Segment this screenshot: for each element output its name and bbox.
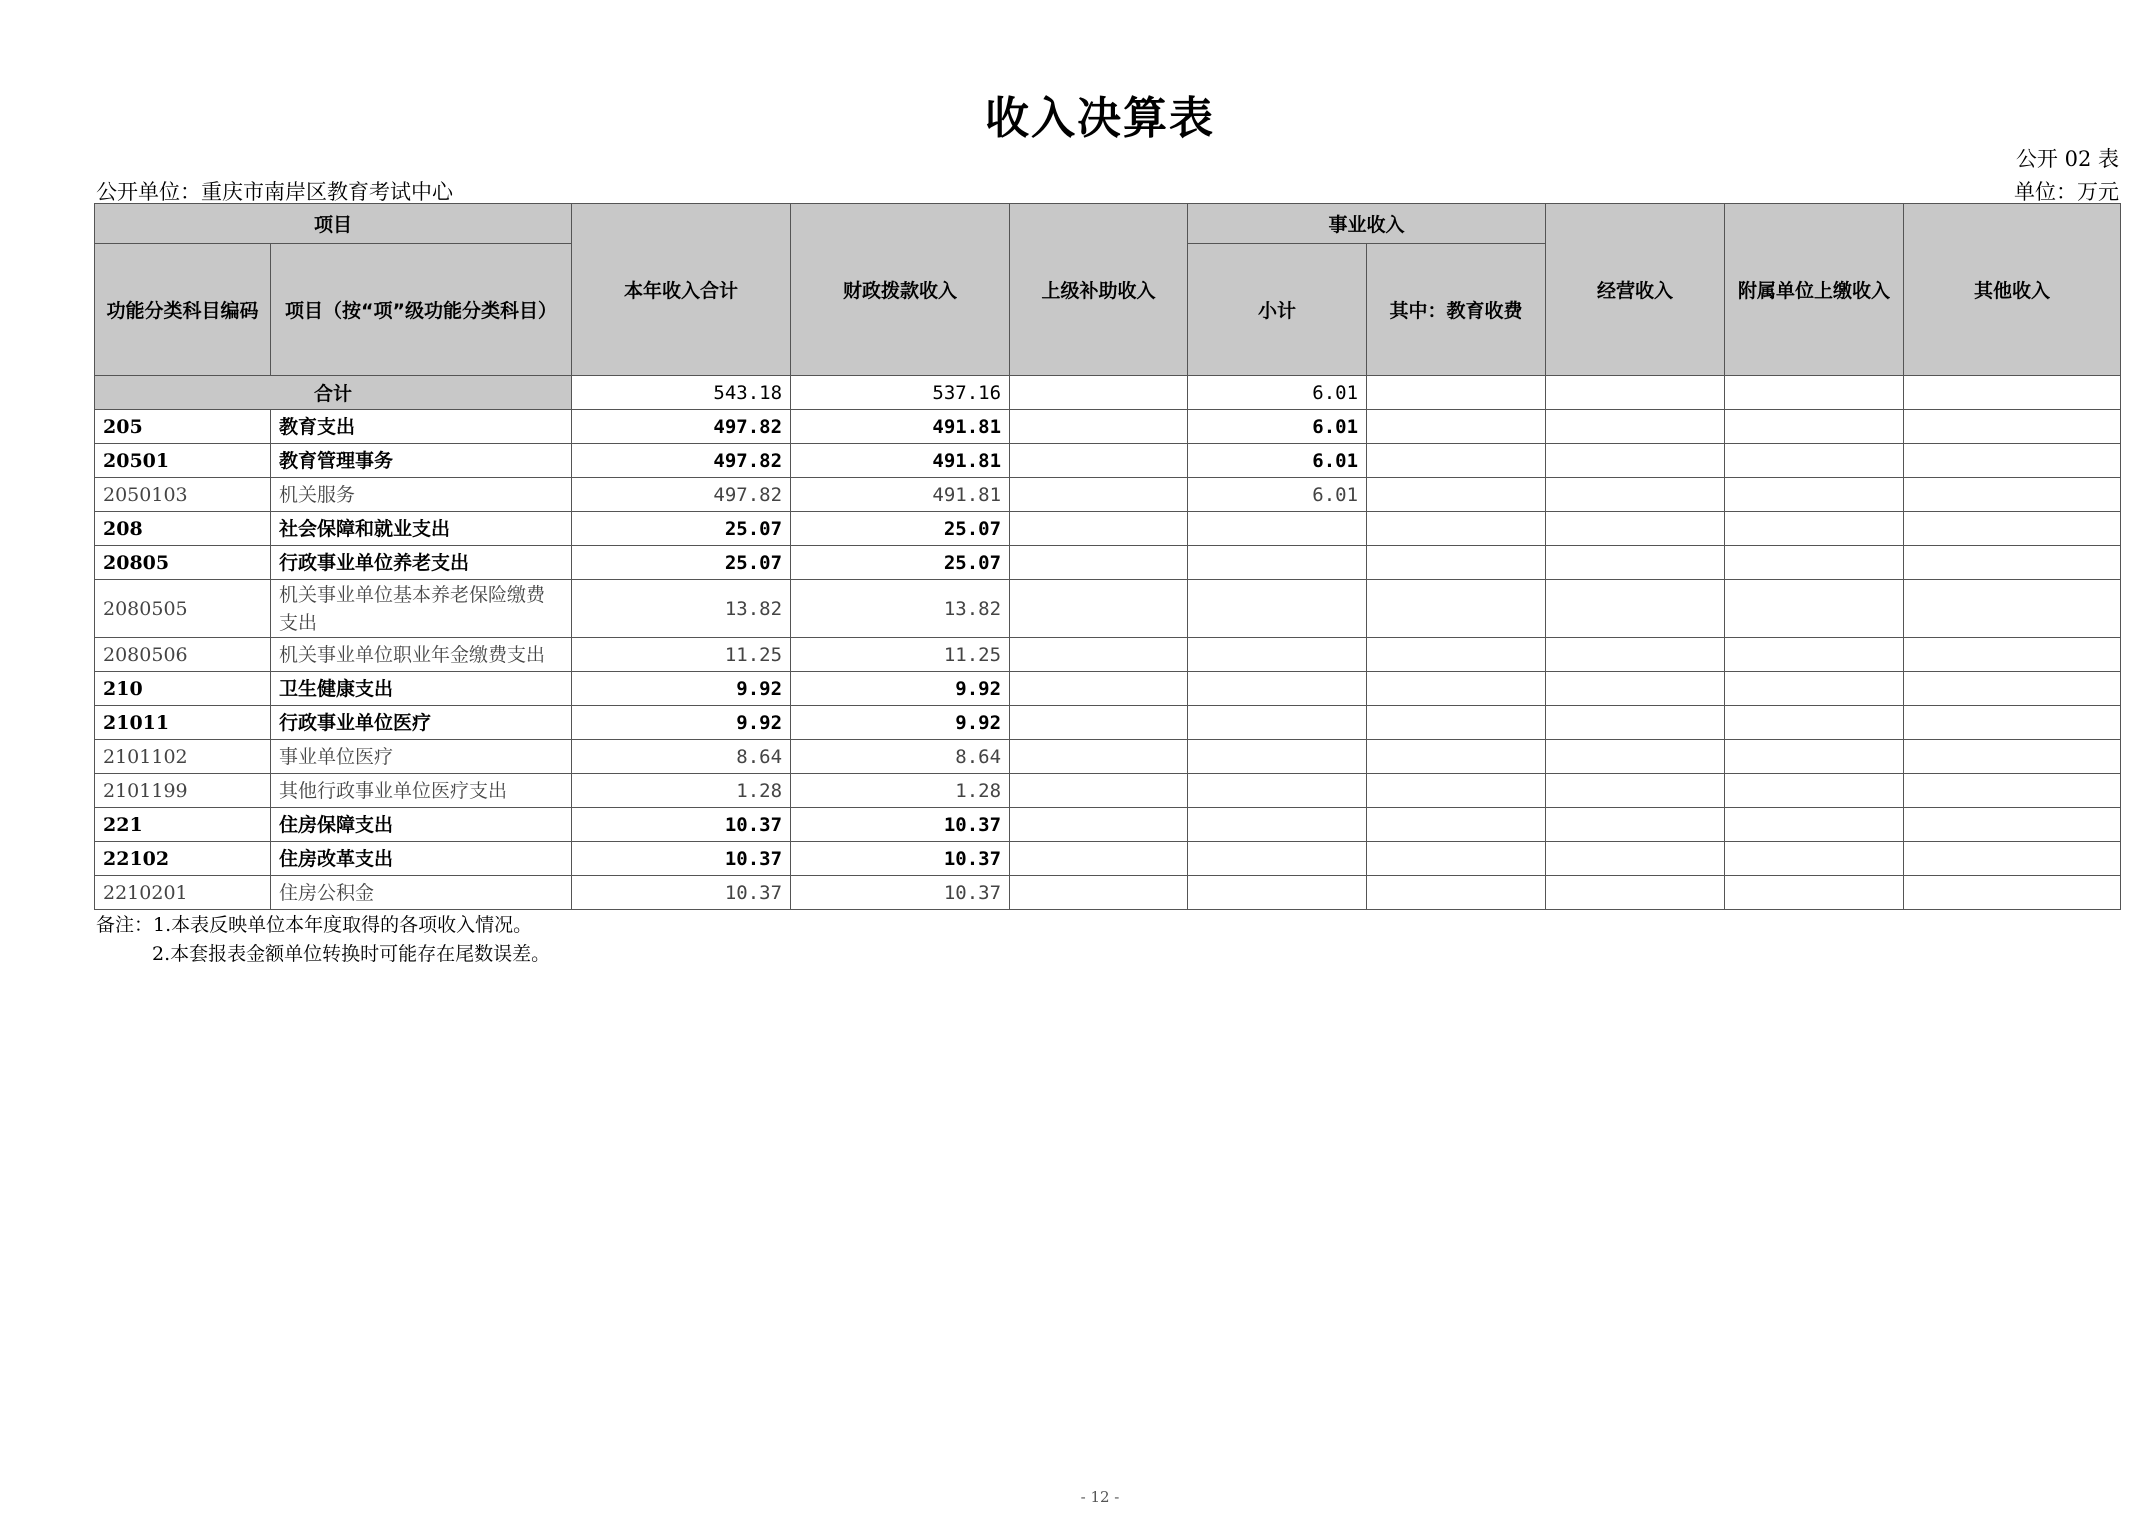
row-other-cell [1904, 478, 2121, 512]
row-other-cell [1904, 410, 2121, 444]
table-row [95, 512, 2121, 546]
row-other-cell [1904, 672, 2121, 706]
row-affiliated-cell [1725, 512, 1904, 546]
row-name: 机关事业单位职业年金缴费支出 [271, 638, 572, 672]
header-edu-fee: 其中：教育收费 [1367, 244, 1546, 376]
row-superior-subsidy-cell [1010, 410, 1188, 444]
row-name: 社会保障和就业支出 [271, 512, 572, 546]
row-affiliated-cell [1725, 672, 1904, 706]
table-row [95, 740, 2121, 774]
row-superior-subsidy-cell [1010, 842, 1188, 876]
row-superior-subsidy-cell [1010, 876, 1188, 910]
row-affiliated-cell [1725, 410, 1904, 444]
row-name: 教育支出 [271, 410, 572, 444]
table-row [95, 580, 2121, 638]
total-label: 合计 [95, 376, 572, 410]
row-fiscal-cell: 1.28 [791, 774, 1010, 808]
row-subtotal-cell [1188, 672, 1367, 706]
reporting-unit: 公开单位：重庆市南岸区教育考试中心 [96, 180, 453, 204]
row-subtotal-cell: 6.01 [1188, 410, 1367, 444]
row-operating-cell [1546, 672, 1725, 706]
row-subtotal-cell [1188, 546, 1367, 580]
row-total-income-cell: 10.37 [572, 876, 791, 910]
row-code: 22102 [95, 842, 271, 876]
row-edu-fee-cell [1367, 410, 1546, 444]
income-table [94, 203, 2121, 910]
header-operating: 经营收入 [1546, 204, 1725, 376]
row-total-income-cell: 497.82 [572, 410, 791, 444]
table-row [95, 546, 2121, 580]
row-operating-cell [1546, 580, 1725, 638]
table-row [95, 876, 2121, 910]
row-superior-subsidy-cell [1010, 706, 1188, 740]
currency-unit: 单位：万元 [2014, 180, 2119, 204]
row-other-cell [1904, 876, 2121, 910]
row-fiscal-cell: 13.82 [791, 580, 1010, 638]
table-row [95, 410, 2121, 444]
total-operating-cell [1546, 376, 1725, 410]
row-operating-cell [1546, 842, 1725, 876]
row-edu-fee-cell [1367, 478, 1546, 512]
page-title: 收入决算表 [985, 93, 1215, 144]
row-operating-cell [1546, 546, 1725, 580]
header-affiliated: 附属单位上缴收入 [1725, 204, 1904, 376]
row-fiscal-cell: 25.07 [791, 546, 1010, 580]
row-code: 21011 [95, 706, 271, 740]
table-row [95, 808, 2121, 842]
row-fiscal-cell: 10.37 [791, 842, 1010, 876]
row-operating-cell [1546, 740, 1725, 774]
row-total-income-cell: 13.82 [572, 580, 791, 638]
row-fiscal-cell: 491.81 [791, 410, 1010, 444]
row-edu-fee-cell [1367, 706, 1546, 740]
row-subtotal-cell [1188, 808, 1367, 842]
row-edu-fee-cell [1367, 774, 1546, 808]
row-fiscal-cell: 9.92 [791, 672, 1010, 706]
row-subtotal-cell [1188, 638, 1367, 672]
row-code: 210 [95, 672, 271, 706]
row-fiscal-cell: 491.81 [791, 478, 1010, 512]
row-other-cell [1904, 546, 2121, 580]
table-row [95, 672, 2121, 706]
row-operating-cell [1546, 478, 1725, 512]
total-fiscal-cell: 537.16 [791, 376, 1010, 410]
total-row [95, 376, 2121, 410]
row-code: 2050103 [95, 478, 271, 512]
header-superior-subsidy: 上级补助收入 [1010, 204, 1188, 376]
row-name: 教育管理事务 [271, 444, 572, 478]
row-operating-cell [1546, 706, 1725, 740]
row-affiliated-cell [1725, 808, 1904, 842]
row-superior-subsidy-cell [1010, 638, 1188, 672]
header-business-income: 事业收入 [1188, 204, 1546, 244]
row-edu-fee-cell [1367, 580, 1546, 638]
row-name: 住房保障支出 [271, 808, 572, 842]
row-total-income-cell: 10.37 [572, 808, 791, 842]
row-other-cell [1904, 580, 2121, 638]
row-operating-cell [1546, 638, 1725, 672]
row-fiscal-cell: 25.07 [791, 512, 1010, 546]
row-subtotal-cell: 6.01 [1188, 444, 1367, 478]
row-fiscal-cell: 9.92 [791, 706, 1010, 740]
row-superior-subsidy-cell [1010, 774, 1188, 808]
row-other-cell [1904, 774, 2121, 808]
row-other-cell [1904, 740, 2121, 774]
row-code: 205 [95, 410, 271, 444]
row-fiscal-cell: 11.25 [791, 638, 1010, 672]
row-edu-fee-cell [1367, 444, 1546, 478]
table-row [95, 444, 2121, 478]
row-edu-fee-cell [1367, 546, 1546, 580]
row-other-cell [1904, 808, 2121, 842]
row-affiliated-cell [1725, 580, 1904, 638]
row-affiliated-cell [1725, 706, 1904, 740]
row-other-cell [1904, 638, 2121, 672]
notes [96, 911, 550, 969]
row-code: 2101199 [95, 774, 271, 808]
table-row [95, 842, 2121, 876]
row-name: 机关事业单位基本养老保险缴费支出 [271, 580, 572, 638]
row-code: 2080506 [95, 638, 271, 672]
row-affiliated-cell [1725, 740, 1904, 774]
row-edu-fee-cell [1367, 638, 1546, 672]
row-affiliated-cell [1725, 842, 1904, 876]
row-total-income-cell: 25.07 [572, 546, 791, 580]
row-subtotal-cell [1188, 706, 1367, 740]
total-affiliated-cell [1725, 376, 1904, 410]
row-edu-fee-cell [1367, 672, 1546, 706]
row-fiscal-cell: 8.64 [791, 740, 1010, 774]
row-affiliated-cell [1725, 444, 1904, 478]
row-superior-subsidy-cell [1010, 672, 1188, 706]
form-number: 公开 02 表 [2015, 147, 2119, 171]
row-other-cell [1904, 842, 2121, 876]
total-other-cell [1904, 376, 2121, 410]
row-affiliated-cell [1725, 774, 1904, 808]
row-name: 住房公积金 [271, 876, 572, 910]
row-subtotal-cell [1188, 876, 1367, 910]
row-total-income-cell: 1.28 [572, 774, 791, 808]
row-superior-subsidy-cell [1010, 512, 1188, 546]
table-row [95, 706, 2121, 740]
header-total-income: 本年收入合计 [572, 204, 791, 376]
row-other-cell [1904, 706, 2121, 740]
header-subtotal: 小计 [1188, 244, 1367, 376]
row-total-income-cell: 497.82 [572, 444, 791, 478]
row-code: 221 [95, 808, 271, 842]
row-fiscal-cell: 491.81 [791, 444, 1010, 478]
header-fiscal: 财政拨款收入 [791, 204, 1010, 376]
header-item-name: 项目（按“项”级功能分类科目） [271, 244, 572, 376]
row-total-income-cell: 497.82 [572, 478, 791, 512]
row-superior-subsidy-cell [1010, 808, 1188, 842]
row-code: 20805 [95, 546, 271, 580]
row-total-income-cell: 11.25 [572, 638, 791, 672]
note-2: 2.本套报表金额单位转换时可能存在尾数误差。 [152, 943, 551, 965]
row-code: 2101102 [95, 740, 271, 774]
row-superior-subsidy-cell [1010, 580, 1188, 638]
row-code: 2210201 [95, 876, 271, 910]
row-superior-subsidy-cell [1010, 478, 1188, 512]
row-name: 行政事业单位养老支出 [271, 546, 572, 580]
row-name: 住房改革支出 [271, 842, 572, 876]
row-fiscal-cell: 10.37 [791, 808, 1010, 842]
row-subtotal-cell [1188, 774, 1367, 808]
row-operating-cell [1546, 876, 1725, 910]
row-superior-subsidy-cell [1010, 444, 1188, 478]
row-code: 20501 [95, 444, 271, 478]
row-subtotal-cell [1188, 580, 1367, 638]
row-code: 2080505 [95, 580, 271, 638]
row-other-cell [1904, 444, 2121, 478]
total-superior-subsidy-cell [1010, 376, 1188, 410]
header-project: 项目 [95, 204, 572, 244]
row-edu-fee-cell [1367, 808, 1546, 842]
row-subtotal-cell [1188, 512, 1367, 546]
row-subtotal-cell: 6.01 [1188, 478, 1367, 512]
table-row [95, 774, 2121, 808]
row-total-income-cell: 8.64 [572, 740, 791, 774]
row-operating-cell [1546, 512, 1725, 546]
page-number: - 12 - [1080, 1488, 1120, 1506]
row-affiliated-cell [1725, 546, 1904, 580]
table-row [95, 638, 2121, 672]
row-operating-cell [1546, 444, 1725, 478]
row-code: 208 [95, 512, 271, 546]
row-edu-fee-cell [1367, 876, 1546, 910]
row-name: 卫生健康支出 [271, 672, 572, 706]
row-name: 行政事业单位医疗 [271, 706, 572, 740]
row-affiliated-cell [1725, 876, 1904, 910]
row-operating-cell [1546, 808, 1725, 842]
row-total-income-cell: 10.37 [572, 842, 791, 876]
table-row [95, 478, 2121, 512]
row-edu-fee-cell [1367, 842, 1546, 876]
header-other: 其他收入 [1904, 204, 2121, 376]
row-affiliated-cell [1725, 638, 1904, 672]
note-1: 备注：1.本表反映单位本年度取得的各项收入情况。 [96, 914, 533, 936]
row-operating-cell [1546, 410, 1725, 444]
row-total-income-cell: 9.92 [572, 706, 791, 740]
row-name: 其他行政事业单位医疗支出 [271, 774, 572, 808]
row-superior-subsidy-cell [1010, 740, 1188, 774]
row-name: 机关服务 [271, 478, 572, 512]
row-subtotal-cell [1188, 740, 1367, 774]
total-edu-fee-cell [1367, 376, 1546, 410]
row-total-income-cell: 25.07 [572, 512, 791, 546]
row-operating-cell [1546, 774, 1725, 808]
row-edu-fee-cell [1367, 740, 1546, 774]
row-affiliated-cell [1725, 478, 1904, 512]
row-fiscal-cell: 10.37 [791, 876, 1010, 910]
row-subtotal-cell [1188, 842, 1367, 876]
row-edu-fee-cell [1367, 512, 1546, 546]
row-name: 事业单位医疗 [271, 740, 572, 774]
row-superior-subsidy-cell [1010, 546, 1188, 580]
row-total-income-cell: 9.92 [572, 672, 791, 706]
total-subtotal-cell: 6.01 [1188, 376, 1367, 410]
total-income-cell: 543.18 [572, 376, 791, 410]
header-func-code: 功能分类科目编码 [95, 244, 271, 376]
row-other-cell [1904, 512, 2121, 546]
